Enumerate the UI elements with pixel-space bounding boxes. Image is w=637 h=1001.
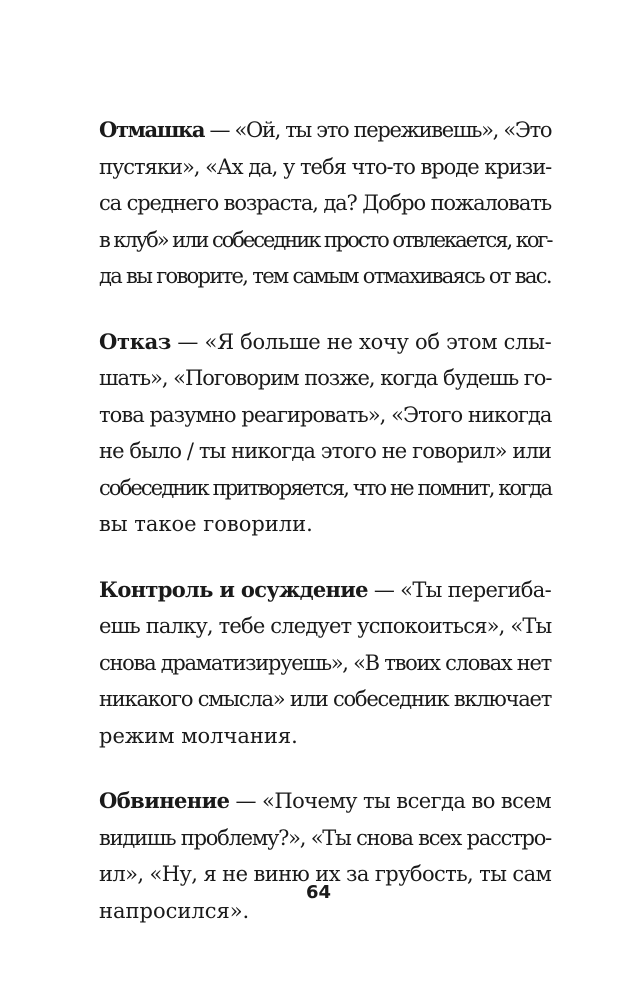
text-line: режим молчания. xyxy=(99,723,298,748)
text-line xyxy=(99,783,551,820)
text-line: са среднего возраста, да? Добро пожаловать xyxy=(99,191,551,215)
term-heading: Отмашка xyxy=(99,117,205,142)
text-line: напросился». xyxy=(99,898,250,923)
text-line: пустяки», «Ах да, у тебя что-то вроде кризи- xyxy=(99,154,552,179)
page-number: 64 xyxy=(305,882,332,903)
paragraph-spacer xyxy=(99,295,551,324)
text-line: в клуб» или собеседник просто отвлекается, ког- xyxy=(99,227,552,252)
text-line: снова драматизируешь», «В твоих словах нет xyxy=(99,650,551,675)
text-line: това разумно реагировать», «Этого никогда xyxy=(99,402,552,427)
text-line: не было / ты никогда этого не говорил» или xyxy=(99,439,551,463)
text-line: никакого смысла» или собеседник включает xyxy=(99,687,552,711)
paragraph-spacer xyxy=(99,543,551,572)
text-line: ешь палку, тебе следует успокоиться», «Ты xyxy=(99,614,552,638)
term-heading: Обвинение xyxy=(99,788,230,813)
text-line: вы такое говорили. xyxy=(99,512,313,536)
text-line: видишь проблему?», «Ты снова всех расстро- xyxy=(99,825,551,850)
text-line xyxy=(99,572,551,609)
text-run: — «Я больше не хочу об этом слы- xyxy=(171,329,552,354)
text-line: собеседник притворяется, что не помнит, когда xyxy=(99,475,552,500)
paragraph-dismissal xyxy=(99,112,551,295)
text-column xyxy=(99,112,551,929)
text-line xyxy=(99,112,551,149)
text-run: — «Ой, ты это переживешь», «Это xyxy=(204,118,552,142)
text-run: — «Ты перегиба- xyxy=(367,577,551,602)
text-line: ил», «Ну, я не виню их за грубость, ты сам xyxy=(99,862,552,886)
text-line: шать», «Поговорим позже, когда будешь го- xyxy=(99,366,552,390)
paragraph-spacer xyxy=(99,754,551,783)
paragraph-refusal xyxy=(99,324,551,543)
text-line: да вы говорите, тем самым отмахиваясь от вас. xyxy=(99,264,551,288)
term-heading: Контроль и осуждение xyxy=(99,576,368,602)
paragraph-control-judgment xyxy=(99,572,551,755)
text-run: — «Почему ты всегда во всем xyxy=(229,789,551,813)
term-heading: Отказ xyxy=(99,328,172,354)
paragraph-blame xyxy=(99,783,551,929)
text-line xyxy=(99,324,551,361)
